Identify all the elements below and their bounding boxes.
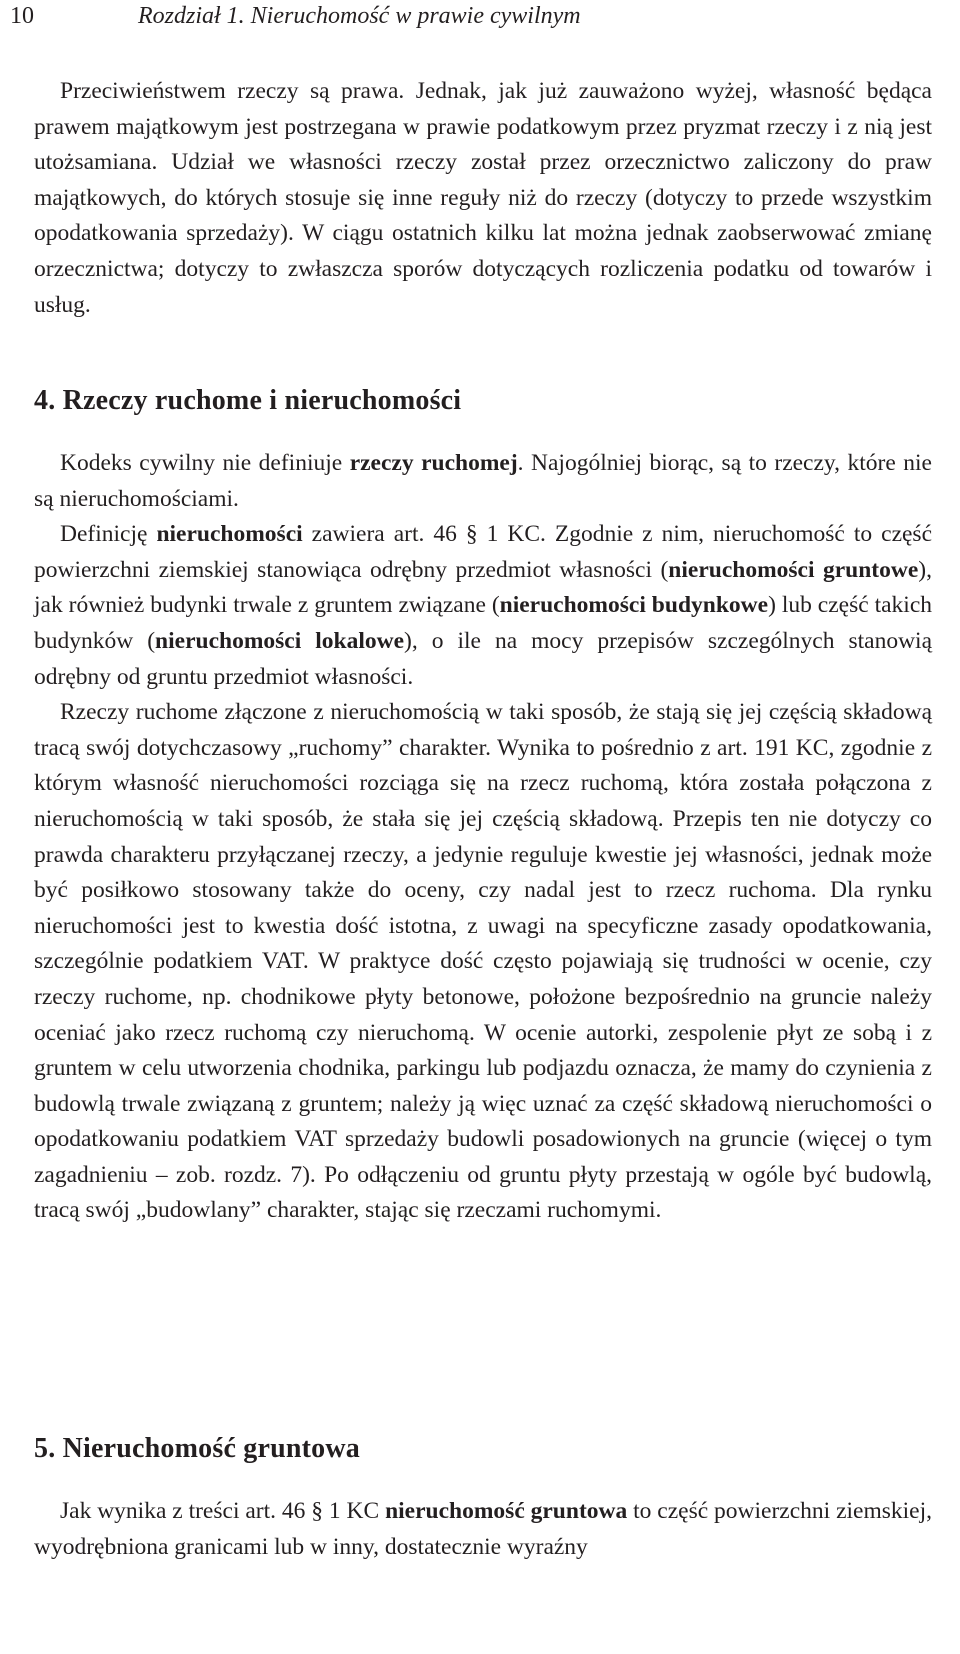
bold-term: nieruchomości budynkowe	[499, 592, 769, 619]
section-4-paragraph-2: Definicję nieruchomości zawiera art. 46 § 1 KC. Zgodnie z nim, nieruchomość to część powierzchni ziemskiej stanowiąca odrębny przedmiot własności (nieruchomości gruntowe), jak również budynki trwale z gruntem związane (nieruchomości budynkowe) lub część takich budynków (nieruchomości lokalowe), o ile na mocy przepisów szczególnych stanowią odrębny od gruntu przedmiot własności.	[34, 521, 933, 690]
section-4-heading: 4. Rzeczy ruchome i nieruchomości	[34, 385, 462, 416]
section-5-body	[34, 1494, 932, 1565]
running-title: Rozdział 1. Nieruchomość w prawie cywilnym	[138, 3, 581, 29]
section-4-body	[34, 446, 932, 1229]
intro-paragraph: Przeciwieństwem rzeczy są prawa. Jednak, jak już zauważono wyżej, własność będąca prawem majątkowym jest postrzegana w prawie podatkowym przez pryzmat rzeczy i z nią jest utożsamiana. Udział we własności rzeczy został przez orzecznictwo zaliczony do praw majątkowych, do których stosuje się inne reguły niż do rzeczy (dotyczy to przede wszystkim opodatkowania sprzedaży). W ciągu ostatnich kilku lat można jednak zaobserwować zmianę orzecznictwa; dotyczy to zwłaszcza sporów dotyczących rozliczenia podatku od towarów i usług.	[34, 78, 932, 318]
bold-term: rzeczy ruchomej	[349, 450, 518, 476]
bold-term: nieruchomości	[156, 521, 303, 548]
bold-term: nieruchomość gruntowa	[385, 1498, 628, 1524]
section-4-paragraph-1: Kodeks cywilny nie definiuje rzeczy ruchomej. Najogólniej biorąc, są to rzeczy, które nie są nieruchomościami.	[34, 450, 932, 512]
bold-term: nieruchomości lokalowe	[155, 627, 405, 654]
bold-term: nieruchomości gruntowe	[668, 556, 919, 583]
section-4-paragraph-3: Rzeczy ruchome złączone z nieruchomością w taki sposób, że stają się jej częścią składową tracą swój dotychczasowy „ruchomy” charakter. Wynika to pośrednio z art. 191 KC, zgodnie z którym własność nieruchomości rozciąga się na rzecz ruchomą, która została połączona z nieruchomością w taki sposób, że stała się jej częścią składową. Przepis ten nie dotyczy co prawda charakteru przyłączanej rzeczy, a jedynie reguluje kwestie jej własności, jednak może być posiłkowo stosowany także do oceny, czy nadal jest to rzecz ruchoma. Dla rynku nieruchomości jest to kwestia dość istotna, z uwagi na specyficzne zasady opodatkowania, szczególnie podatkiem VAT. W praktyce dość często pojawiają się trudności w ocenie, czy rzeczy ruchome, np. chodnikowe płyty betonowe, położone bezpośrednio na gruncie należy oceniać jako rzecz ruchomą czy nieruchomą. W ocenie autorki, zespolenie płyt ze sobą i z gruntem w celu utworzenia chodnika, parkingu lub podjazdu oznacza, że mamy do czynienia z budowlą trwale związaną z gruntem; należy ją więc uznać za część składową nieruchomości o opodatkowaniu podatkiem VAT sprzedaży budowli posadowionych na gruncie (więcej o tym zagadnieniu – zob. rozdz. 7). Po odłączeniu od gruntu płyty przestają w ogóle być budowlą, tracą swój „budowlany” charakter, stając się rzeczami ruchomymi.	[34, 699, 932, 1224]
intro-section	[34, 74, 932, 323]
section-5-heading: 5. Nieruchomość gruntowa	[34, 1433, 360, 1464]
running-header	[10, 2, 932, 30]
page-number: 10	[10, 3, 34, 29]
section-5-paragraph-1: Jak wynika z treści art. 46 § 1 KC nieruchomość gruntowa to część powierzchni ziemskiej, wyodrębniona granicami lub w inny, dostatecznie wyraźny	[34, 1498, 932, 1560]
